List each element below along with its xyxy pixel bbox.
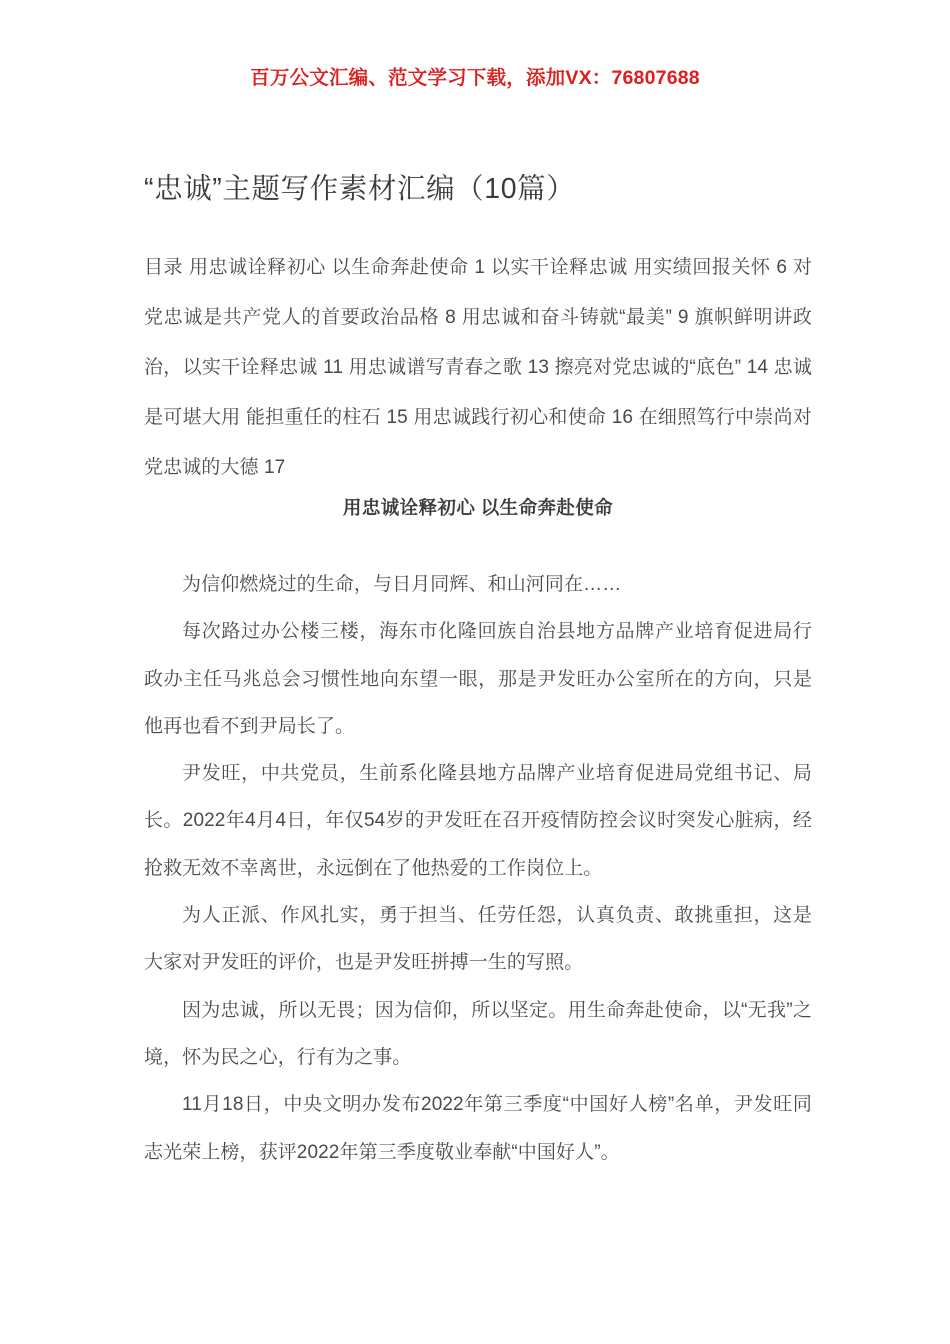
document-title: “忠诚”主题写作素材汇编（10篇） — [144, 173, 576, 206]
paragraph: 每次路过办公楼三楼，海东市化隆回族自治县地方品牌产业培育促进局行政办主任马兆总会习惯性地向东望一眼，那是尹发旺办公室所在的方向，只是他再也看不到尹局长了。 — [144, 621, 812, 737]
paragraph: 尹发旺，中共党员，生前系化隆县地方品牌产业培育促进局党组书记、局长。2022年4月4日，年仅54岁的尹发旺在召开疫情防控会议时突发心脏病，经抢救无效不幸离世，永远倒在了他热爱的工作岗位上。 — [144, 763, 812, 879]
section-heading: 用忠诚诠释初心 以生命奔赴使命 — [342, 497, 614, 518]
body-content — [144, 561, 812, 1176]
promo-banner: 百万公文汇编、范文学习下载，添加VX：76807688 — [250, 67, 700, 89]
paragraph: 11月18日，中央文明办发布2022年第三季度“中国好人榜”名单，尹发旺同志光荣上榜，获评2022年第三季度敬业奉献“中国好人”。 — [144, 1094, 812, 1163]
table-of-contents: 目录 用忠诚诠释初心 以生命奔赴使命 1 以实干诠释忠诚 用实绩回报关怀 6 对党忠诚是共产党人的首要政治品格 8 用忠诚和奋斗铸就“最美” 9 旗帜鲜明讲政治，以实干诠释忠诚 11 用忠诚谱写青春之歌 13 擦亮对党忠诚的“底色” 14 忠诚是可堪大用 能担重任的柱石 15 用忠诚践行初心和使命 16 在细照笃行中崇尚对党忠诚的大德 17 — [144, 257, 812, 478]
paragraph: 为信仰燃烧过的生命，与日月同辉、和山河同在…… — [182, 574, 622, 595]
paragraph: 为人正派、作风扎实，勇于担当、任劳任怨，认真负责、敢挑重担，这是大家对尹发旺的评价，也是尹发旺拼搏一生的写照。 — [144, 905, 812, 974]
paragraph: 因为忠诚，所以无畏；因为信仰，所以坚定。用生命奔赴使命，以“无我”之境，怀为民之心，行有为之事。 — [144, 999, 812, 1068]
